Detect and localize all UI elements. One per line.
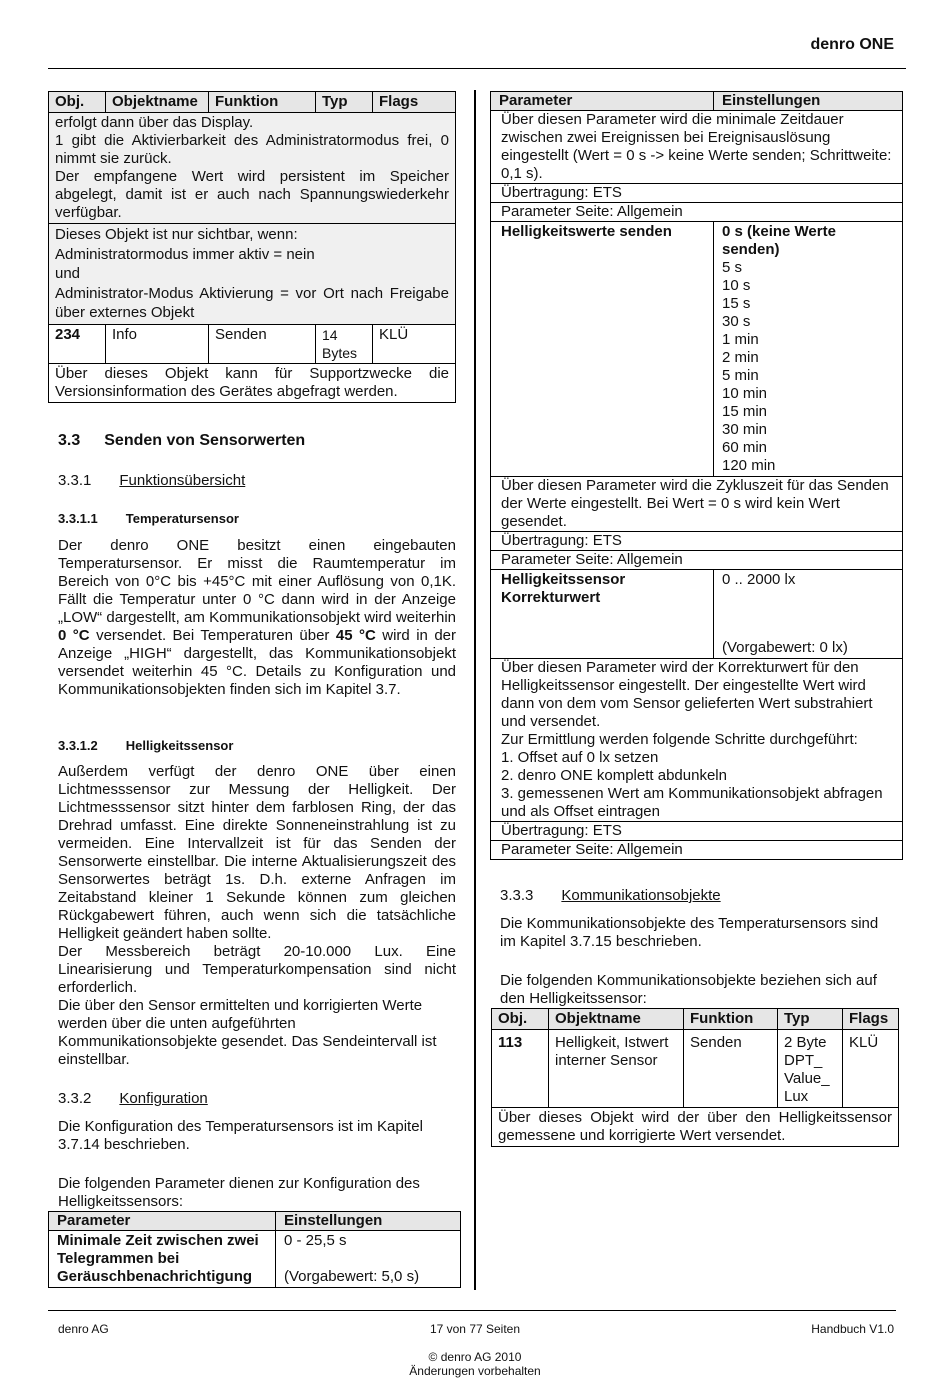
col-einstellungen: Einstellungen — [714, 92, 903, 111]
col-objektname: Objektname — [106, 92, 209, 113]
left-object-table — [48, 91, 456, 403]
section-title: Funktionsübersicht — [119, 472, 246, 489]
footer-notice: Änderungen vorbehalten — [409, 1364, 541, 1378]
option-list — [722, 223, 894, 475]
section-number: 3.3.3 — [500, 887, 534, 904]
text-part: versendet. Bei Temperaturen über — [89, 627, 336, 644]
col-flags: Flags — [373, 92, 456, 113]
row-typ: 14 Bytes — [316, 324, 373, 363]
bold-part: 45 °C — [335, 627, 376, 644]
row-name: Info — [106, 324, 209, 363]
parameter-default: (Vorgabewert: 0 lx) — [722, 639, 848, 656]
parameter-page: Parameter Seite: Allgemein — [491, 203, 903, 222]
section-3-3-2-heading — [58, 1090, 208, 1108]
option-item: 2 min — [722, 349, 759, 366]
transfer-info: Übertragung: ETS — [491, 532, 903, 551]
section-3-3-1-1-heading — [58, 510, 239, 528]
parameter-description: Über diesen Parameter wird der Korrekturwert für den Helligkeitssensor eingestellt. Der eingestellte Wert wird dann von dem vom Sensor gelieferten Wert substrahiert und versendet. Zur Ermittlung werden folgende Schritte durchgeführt: 1. Offset auf 0 lx setzen 2. denro ONE komplett abdunkeln 3. gemessenen Wert am Kommunikationsobjekt abfragen und als Offset eintragen — [491, 659, 903, 822]
section-title: Temperatursensor — [125, 511, 239, 526]
parameter-description: Über diesen Parameter wird die Zykluszeit für das Senden der Werte eingestellt. Bei Wert = 0 s wird kein Wert gesendet. — [491, 477, 903, 532]
parameter-range: 0 .. 2000 lx — [722, 571, 796, 588]
section-title: Kommunikationsobjekte — [561, 887, 721, 904]
col-parameter: Parameter — [491, 92, 714, 111]
comm-objects-text-2: Die folgenden Kommunikationsobjekte beziehen sich auf den Helligkeitssensor: — [500, 972, 877, 1007]
option-item: 15 s — [722, 295, 751, 312]
option-item: 30 s — [722, 313, 751, 330]
comm-object-table — [491, 1008, 899, 1147]
left-parameter-table — [48, 1211, 461, 1288]
option-item: 10 min — [722, 385, 768, 402]
section-3-3-3-heading — [500, 887, 721, 905]
parameter-settings — [714, 570, 903, 659]
visibility-condition: Dieses Objekt ist nur sichtbar, wenn: Administratormodus immer aktiv = nein und Administrator-Modus Aktivierung = vor Ort nach Freigabe über externes Objekt — [49, 224, 456, 325]
option-item: 120 min — [722, 457, 776, 474]
bold-part: 0 °C — [58, 627, 90, 644]
footer-page-number: 17 von 77 Seiten — [429, 1322, 521, 1336]
section-number: 3.3.2 — [58, 1090, 92, 1107]
option-item: 0 s (keine Werte senden) — [722, 223, 836, 258]
paragraph: Die über den Sensor ermittelten und korrigierten Werte werden über die unten aufgeführten Kommunikationsobjekte gesendet. Das Sendeintervall ist einstellbar. — [58, 997, 437, 1068]
parameter-default: (Vorgabewert: 5,0 s) — [284, 1268, 420, 1285]
header-rule — [48, 68, 906, 69]
section-3-3-1-heading — [58, 472, 245, 490]
section-number: 3.3.1 — [58, 472, 92, 489]
section-title: Senden von Sensorwerten — [104, 432, 306, 449]
paragraph: Außerdem verfügt der denro ONE über einen Lichtmesssensor zur Messung der Helligkeit. Der Lichtmesssensor sitzt hinter dem farblosen Ring, der das Drehrad umfasst. Eine direkte Sonneneinstrahlung ist zu vermeiden. Eine Intervallzeit ist für das Senden der Sensorwerte einstellbar. Die interne Aktualisierungszeit des Sensorwertes beträgt 1s. D.h. externe Anfragen im Zeitabstand kleiner 1 Sekunde können zum gleichen Rückgabewert führen, auch wenn sich die tatsächliche Helligkeit geändert haben sollte. — [58, 763, 456, 942]
footer-rule — [48, 1310, 896, 1311]
option-item: 5 min — [722, 367, 759, 384]
parameter-page: Parameter Seite: Allgemein — [491, 841, 903, 860]
row-flags: KLÜ — [843, 1030, 899, 1108]
option-item: 1 min — [722, 331, 759, 348]
continued-description: erfolgt dann über das Display. 1 gibt die Aktivierbarkeit des Administratormodus frei, 0 nimmt sie zurück. Der empfangene Wert wird persistent im Speicher abgelegt, damit ist er auch nach Spannungswiederkehr verfügbar. — [49, 113, 456, 224]
column-divider — [474, 90, 476, 1290]
col-flags: Flags — [843, 1009, 899, 1030]
brightness-sensor-text — [58, 763, 456, 1069]
col-objektname: Objektname — [549, 1009, 684, 1030]
footer-company: denro AG — [58, 1322, 109, 1336]
parameter-range: 0 - 25,5 s — [284, 1232, 347, 1249]
section-3-3-heading — [58, 432, 305, 450]
text-part: wird in der Anzeige „HIGH“ dargestellt, das Kommunikationsobjekt versendet weiterhin 45 °C. Details zu Konfiguration und Kommunikationsobjekten finden sich im Kapitel 3.7. — [58, 627, 457, 698]
col-funktion: Funktion — [684, 1009, 778, 1030]
col-obj: Obj. — [492, 1009, 549, 1030]
section-number: 3.3.1.2 — [58, 738, 98, 753]
col-funktion: Funktion — [209, 92, 316, 113]
row-name: Helligkeit, Istwert interner Sensor — [549, 1030, 684, 1108]
parameter-options — [714, 222, 903, 477]
parameter-name: Helligkeitssensor Korrekturwert — [491, 570, 714, 659]
row-obj: 234 — [49, 324, 106, 363]
paragraph: Der Messbereich beträgt 20-10.000 Lux. Eine Linearisierung und Temperaturkompensation sind nicht erforderlich. — [58, 943, 456, 996]
col-typ: Typ — [316, 92, 373, 113]
row-description: Über dieses Objekt wird der über den Helligkeitssensor gemessene und korrigierte Wert versendet. — [492, 1108, 899, 1147]
option-item: 10 s — [722, 277, 751, 294]
configuration-text-2: Die folgenden Parameter dienen zur Konfiguration des Helligkeitssensors: — [58, 1175, 420, 1210]
transfer-info: Übertragung: ETS — [491, 822, 903, 841]
section-number: 3.3.1.1 — [58, 511, 98, 526]
section-title: Konfiguration — [119, 1090, 208, 1107]
option-item: 5 s — [722, 259, 743, 276]
option-item: 15 min — [722, 403, 768, 420]
parameter-name: Helligkeitswerte senden — [491, 222, 714, 477]
right-parameter-table — [490, 91, 903, 860]
footer-manual-version: Handbuch V1.0 — [811, 1322, 894, 1336]
section-3-3-1-2-heading — [58, 737, 233, 755]
col-typ: Typ — [778, 1009, 843, 1030]
section-number: 3.3 — [58, 432, 81, 449]
section-title: Helligkeitssensor — [125, 738, 234, 753]
text-part: Der denro ONE besitzt einen eingebauten Temperatursensor. Er misst die Raumtemperatur im Bereich von 0°C bis +45°C mit einer Auflösung von 0,1K. Fällt die Temperatur unter 0 °C dann wird in der Anzeige „LOW“ dargestellt, am Kommunikationsobjekt wird weiterhin — [58, 537, 456, 626]
option-item: 60 min — [722, 439, 768, 456]
brand-title: denro ONE — [810, 36, 894, 53]
row-flags: KLÜ — [373, 324, 456, 363]
row-funktion: Senden — [684, 1030, 778, 1108]
parameter-page: Parameter Seite: Allgemein — [491, 551, 903, 570]
row-description: Über dieses Objekt kann für Supportzwecke die Versionsinformation des Gerätes abgefragt werden. — [49, 363, 456, 402]
row-obj: 113 — [492, 1030, 549, 1108]
col-obj: Obj. — [49, 92, 106, 113]
row-typ: 2 Byte DPT_ Value_ Lux — [778, 1030, 843, 1108]
option-item: 30 min — [722, 421, 768, 438]
configuration-text-1: Die Konfiguration des Temperatursensors ist im Kapitel 3.7.14 beschrieben. — [58, 1118, 423, 1153]
col-parameter: Parameter — [49, 1212, 276, 1231]
col-einstellungen: Einstellungen — [276, 1212, 461, 1231]
parameter-description: Über diesen Parameter wird die minimale Zeitdauer zwischen zwei Ereignissen bei Ereignisauslösung eingestellt (Wert = 0 s -> keine Werte senden; Schrittweite: 0,1 s). — [491, 111, 903, 184]
footer-copyright: © denro AG 2010 — [428, 1350, 522, 1364]
temperature-sensor-text — [58, 537, 456, 699]
parameter-name: Minimale Zeit zwischen zwei Telegrammen bei Geräuschbenachrichtigung — [49, 1231, 276, 1288]
comm-objects-text-1: Die Kommunikationsobjekte des Temperatursensors sind im Kapitel 3.7.15 beschrieben. — [500, 915, 879, 950]
parameter-settings — [276, 1231, 461, 1288]
transfer-info: Übertragung: ETS — [491, 184, 903, 203]
row-funktion: Senden — [209, 324, 316, 363]
